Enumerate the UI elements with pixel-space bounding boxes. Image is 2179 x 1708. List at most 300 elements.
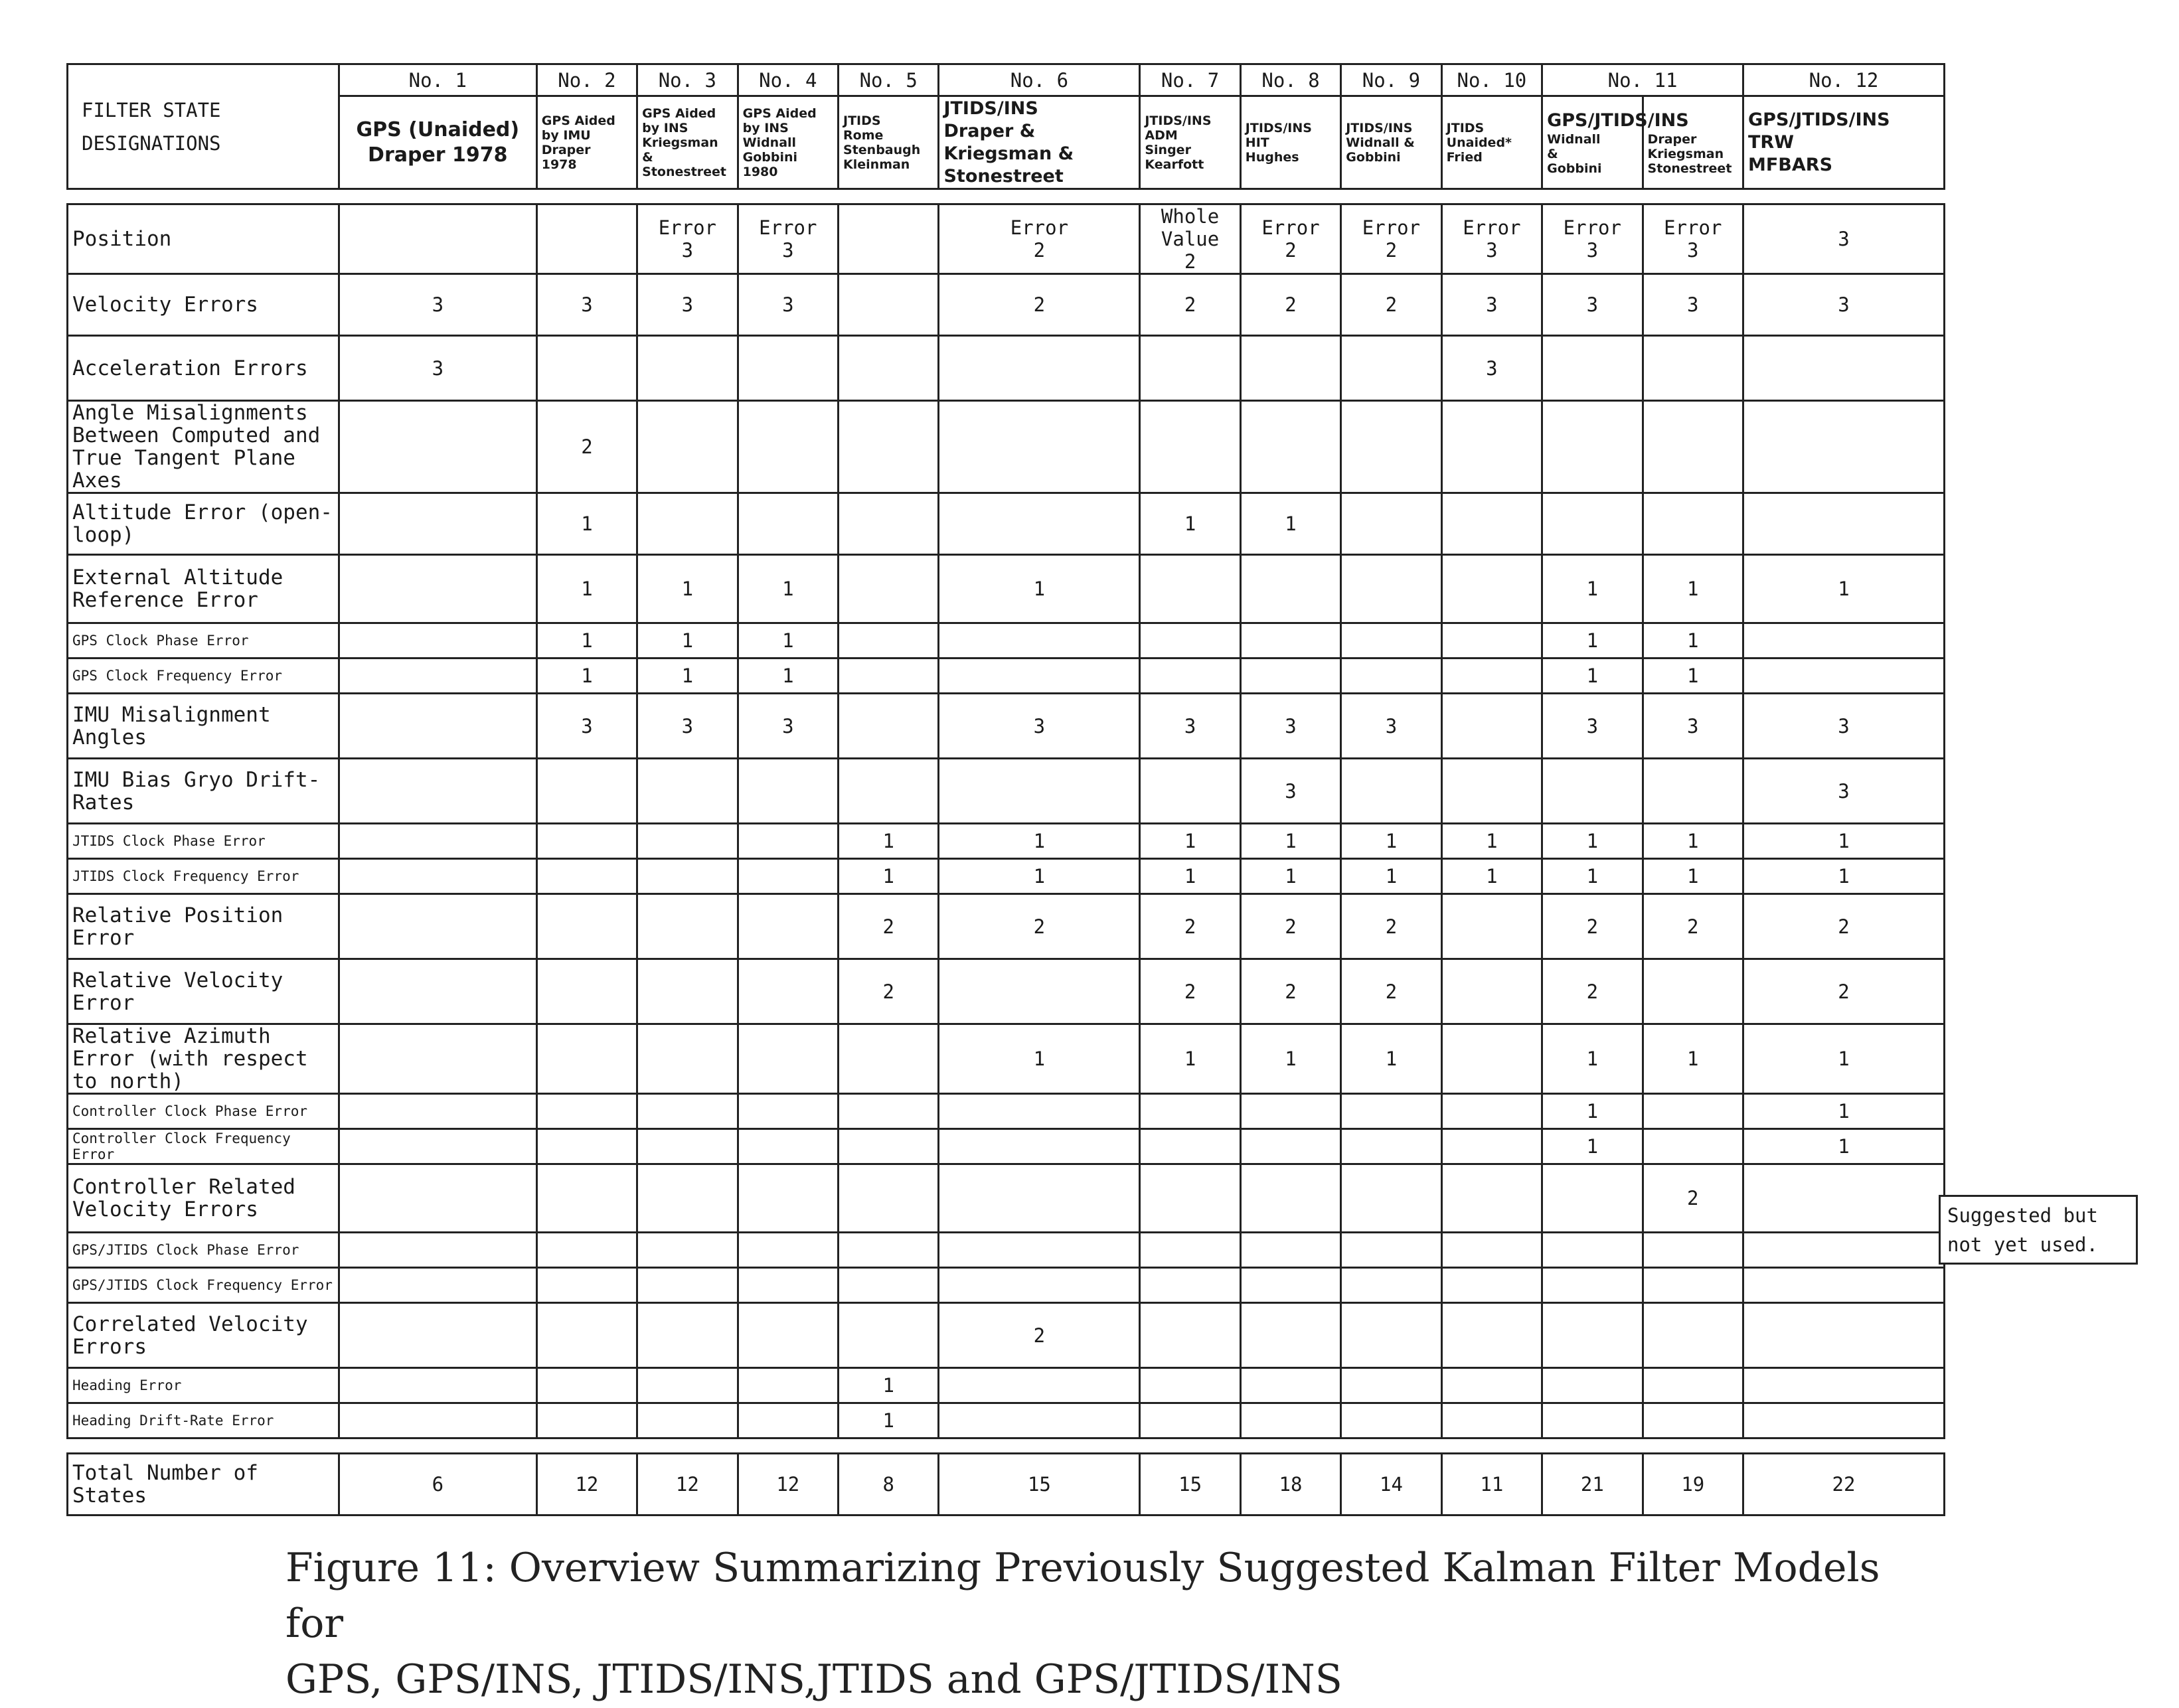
state-label: IMU Misalignment Angles <box>68 694 339 759</box>
total-label: Total Number of States <box>68 1454 339 1515</box>
state-value-kind: Error <box>1010 216 1069 239</box>
header-row-numbers <box>68 64 1945 96</box>
state-value: 1 <box>1140 824 1240 859</box>
state-value <box>1341 1233 1441 1268</box>
state-value <box>536 336 637 401</box>
state-value <box>839 1129 939 1164</box>
column-description-line: by IMU <box>541 127 591 143</box>
state-value <box>839 336 939 401</box>
state-value: 1 <box>1743 859 1945 894</box>
state-row <box>68 894 1945 959</box>
state-value: 1 <box>839 1368 939 1403</box>
state-value <box>1441 959 1542 1024</box>
state-value <box>536 1368 637 1403</box>
state-value: 2 <box>1341 274 1441 336</box>
column-description-line: JTIDS/INS <box>943 98 1038 119</box>
state-value <box>339 824 536 859</box>
state-value <box>1140 1403 1240 1438</box>
state-value-count: 3 <box>1687 239 1699 262</box>
state-value <box>1441 659 1542 694</box>
state-value <box>339 1368 536 1403</box>
state-label: JTIDS Clock Phase Error <box>68 824 339 859</box>
state-value: 1 <box>1240 1024 1340 1094</box>
state-value <box>1240 1368 1340 1403</box>
state-value <box>1341 1403 1441 1438</box>
state-value: 3 <box>1643 694 1743 759</box>
column-description-line: Draper <box>1647 131 1697 147</box>
column-number: No. 6 <box>939 64 1140 96</box>
state-value <box>1743 493 1945 555</box>
state-value <box>839 759 939 824</box>
state-value: 1 <box>1542 623 1643 659</box>
state-row <box>68 204 1945 274</box>
state-value-count: 2 <box>1385 239 1398 262</box>
state-value: 3 <box>939 694 1140 759</box>
state-value <box>939 1368 1140 1403</box>
state-value: 2 <box>1140 274 1240 336</box>
column-description-line: JTIDS/INS <box>1145 113 1212 128</box>
column-description-line: GPS Aided <box>642 106 716 121</box>
state-row <box>68 659 1945 694</box>
state-value: 3 <box>1341 694 1441 759</box>
state-value <box>939 1268 1140 1303</box>
state-value-kind: Error <box>1261 216 1320 239</box>
state-value: 1 <box>1542 859 1643 894</box>
state-value <box>738 1129 838 1164</box>
state-value <box>637 1403 738 1438</box>
state-value <box>939 204 1140 274</box>
state-row <box>68 759 1945 824</box>
state-value: 1 <box>1441 824 1542 859</box>
state-value: 1 <box>939 824 1140 859</box>
state-value <box>1542 204 1643 274</box>
total-value: 19 <box>1643 1454 1743 1515</box>
state-value <box>1341 1129 1441 1164</box>
caption-line-2: GPS, GPS/INS, JTIDS/INS,JTIDS and GPS/JTIDS/INS <box>285 1656 1342 1703</box>
column-description <box>1341 96 1441 189</box>
state-value <box>637 759 738 824</box>
column-description-line: ADM <box>1145 127 1178 143</box>
figure-caption <box>285 1540 1945 1707</box>
total-value: 18 <box>1240 1454 1340 1515</box>
state-value: 1 <box>637 555 738 623</box>
column-description-line: Stonestreet <box>1647 161 1732 176</box>
state-value <box>839 274 939 336</box>
state-value: 3 <box>1441 274 1542 336</box>
state-value <box>1140 336 1240 401</box>
state-label: External Altitude Reference Error <box>68 555 339 623</box>
column-description <box>738 96 838 189</box>
state-value <box>339 204 536 274</box>
state-value <box>1240 401 1340 493</box>
state-value: 1 <box>1140 493 1240 555</box>
state-value <box>1341 1303 1441 1368</box>
state-value <box>738 1403 838 1438</box>
column-number: No. 1 <box>339 64 536 96</box>
column-number: No. 4 <box>738 64 838 96</box>
state-value <box>637 1268 738 1303</box>
state-value <box>637 1164 738 1233</box>
state-value <box>339 401 536 493</box>
state-value <box>839 1024 939 1094</box>
column-description <box>536 96 637 189</box>
state-value: 2 <box>1140 959 1240 1024</box>
state-value <box>1240 623 1340 659</box>
state-value: 1 <box>1643 824 1743 859</box>
state-row <box>68 1233 1945 1268</box>
total-value: 12 <box>738 1454 838 1515</box>
state-label: GPS/JTIDS Clock Frequency Error <box>68 1268 339 1303</box>
state-value <box>637 493 738 555</box>
state-value: 2 <box>1341 894 1441 959</box>
state-value <box>1240 1268 1340 1303</box>
state-value <box>738 1024 838 1094</box>
state-value <box>939 1164 1140 1233</box>
state-row <box>68 1024 1945 1094</box>
state-value <box>1542 1303 1643 1368</box>
column-description-line: by INS <box>642 120 688 135</box>
total-value: 6 <box>339 1454 536 1515</box>
state-value: 2 <box>1542 959 1643 1024</box>
state-value <box>1341 759 1441 824</box>
state-value <box>1643 1303 1743 1368</box>
state-value <box>637 1024 738 1094</box>
state-value <box>637 894 738 959</box>
state-value: 3 <box>738 274 838 336</box>
column-description-line: Hughes <box>1245 149 1299 165</box>
column-description-line: 1978 <box>541 157 577 172</box>
state-value: 1 <box>1542 1024 1643 1094</box>
column-description-line: Unaided* <box>1446 135 1512 150</box>
state-value: 3 <box>1643 274 1743 336</box>
state-value: 1 <box>536 659 637 694</box>
column-description-line: Kleinman <box>843 157 910 172</box>
state-label: Controller Clock Phase Error <box>68 1094 339 1129</box>
state-value <box>1643 401 1743 493</box>
state-value <box>1441 1164 1542 1233</box>
state-label: GPS Clock Frequency Error <box>68 659 339 694</box>
state-value <box>738 1268 838 1303</box>
state-value <box>339 1303 536 1368</box>
column-description-line: 1980 <box>742 164 778 179</box>
state-value <box>1643 1268 1743 1303</box>
state-value <box>839 694 939 759</box>
state-value <box>738 759 838 824</box>
caption-line-1: Figure 11: Overview Summarizing Previously Suggested Kalman Filter Models for <box>285 1545 1880 1647</box>
column-description-line: Stenbaugh <box>843 142 921 157</box>
column-number: No. 12 <box>1743 64 1945 96</box>
state-value <box>536 1094 637 1129</box>
state-value <box>1441 1129 1542 1164</box>
state-value <box>839 1268 939 1303</box>
state-value-kind: Error <box>1463 216 1521 239</box>
state-value <box>1542 759 1643 824</box>
state-value: 1 <box>536 493 637 555</box>
state-label: GPS Clock Phase Error <box>68 623 339 659</box>
state-value <box>939 623 1140 659</box>
state-value: 1 <box>839 1403 939 1438</box>
state-row <box>68 1368 1945 1403</box>
filter-state-table <box>66 63 1945 1516</box>
state-value: 1 <box>1240 493 1340 555</box>
state-label: Relative Velocity Error <box>68 959 339 1024</box>
state-value <box>839 1303 939 1368</box>
column-description <box>1140 96 1240 189</box>
column-description-line: GPS Aided <box>742 106 817 121</box>
column-description <box>839 96 939 189</box>
total-value: 21 <box>1542 1454 1643 1515</box>
state-label: Angle Misalignments Between Computed and True Tangent Plane Axes <box>68 401 339 493</box>
state-value <box>1643 336 1743 401</box>
state-value: 1 <box>1140 859 1240 894</box>
state-value: 3 <box>1743 204 1945 274</box>
state-label: Acceleration Errors <box>68 336 339 401</box>
state-value <box>1341 336 1441 401</box>
state-value: 2 <box>1743 894 1945 959</box>
corner-label-line: DESIGNATIONS <box>82 131 221 155</box>
state-row <box>68 401 1945 493</box>
state-value <box>839 1233 939 1268</box>
state-value: 1 <box>939 859 1140 894</box>
state-value <box>1240 204 1340 274</box>
column-description-line: MFBARS <box>1748 154 1833 175</box>
state-value: 1 <box>536 555 637 623</box>
total-value: 22 <box>1743 1454 1945 1515</box>
state-value <box>339 555 536 623</box>
state-value <box>1341 204 1441 274</box>
state-value <box>1743 336 1945 401</box>
state-value: 1 <box>839 859 939 894</box>
state-value <box>839 1164 939 1233</box>
column-description-line: by INS <box>742 120 789 135</box>
state-value: 3 <box>1240 694 1340 759</box>
state-value <box>1341 1094 1441 1129</box>
state-value: 3 <box>339 336 536 401</box>
state-value <box>1240 1129 1340 1164</box>
state-label: Altitude Error (open-loop) <box>68 493 339 555</box>
state-value: 1 <box>839 824 939 859</box>
state-value <box>1341 659 1441 694</box>
column-description-line: HIT <box>1245 135 1269 150</box>
state-value <box>536 1403 637 1438</box>
column-number: No. 7 <box>1140 64 1240 96</box>
total-value: 14 <box>1341 1454 1441 1515</box>
state-value <box>839 401 939 493</box>
state-label: Relative Position Error <box>68 894 339 959</box>
state-value: 3 <box>1743 759 1945 824</box>
state-value <box>536 1233 637 1268</box>
state-value <box>1140 1164 1240 1233</box>
state-value <box>1643 959 1743 1024</box>
state-value: 3 <box>1542 274 1643 336</box>
state-row <box>68 694 1945 759</box>
state-value: 3 <box>738 694 838 759</box>
state-value <box>536 1164 637 1233</box>
filter-state-table-container <box>66 63 1945 1508</box>
state-value: 2 <box>1140 894 1240 959</box>
state-value-count: 2 <box>1285 239 1297 262</box>
state-value <box>939 401 1140 493</box>
state-value <box>1140 659 1240 694</box>
state-value <box>1643 1129 1743 1164</box>
state-value <box>839 659 939 694</box>
state-value <box>1441 1268 1542 1303</box>
column-number: No. 5 <box>839 64 939 96</box>
state-value <box>637 204 738 274</box>
state-value <box>1743 1233 1945 1268</box>
state-value: 1 <box>939 555 1140 623</box>
state-value <box>1441 493 1542 555</box>
state-value <box>536 204 637 274</box>
filter-state-designations-label <box>68 64 339 189</box>
state-value: 3 <box>536 274 637 336</box>
state-value <box>339 1164 536 1233</box>
state-label: Relative Azimuth Error (with respect to north) <box>68 1024 339 1094</box>
state-value: 1 <box>1643 555 1743 623</box>
state-value <box>1341 1268 1441 1303</box>
column-description-line: Rome <box>843 127 884 143</box>
total-row <box>68 1454 1945 1515</box>
state-value: 1 <box>1341 824 1441 859</box>
column-description-line: Gobbini <box>1346 149 1401 165</box>
state-value <box>1441 1303 1542 1368</box>
column-group-title: GPS/JTIDS/INS <box>1547 110 1689 131</box>
state-value <box>939 493 1140 555</box>
column-description-line: JTIDS <box>1446 120 1485 135</box>
state-value: 1 <box>637 623 738 659</box>
header-row-descriptions <box>68 96 1945 189</box>
state-value: 1 <box>1743 824 1945 859</box>
state-value <box>939 1094 1140 1129</box>
state-value <box>637 1094 738 1129</box>
state-value <box>839 623 939 659</box>
state-value: 1 <box>1240 859 1340 894</box>
state-value <box>1542 336 1643 401</box>
state-value <box>1140 1129 1240 1164</box>
state-value <box>1140 555 1240 623</box>
state-value: 1 <box>1743 1024 1945 1094</box>
state-value <box>339 959 536 1024</box>
state-value <box>1643 1094 1743 1129</box>
state-value: 1 <box>1643 659 1743 694</box>
state-value: 3 <box>536 694 637 759</box>
state-value-kind: Error <box>658 216 717 239</box>
state-value: 3 <box>1140 694 1240 759</box>
state-value <box>339 1129 536 1164</box>
separator-cell <box>68 1438 1945 1454</box>
state-value <box>738 1094 838 1129</box>
state-value <box>738 859 838 894</box>
column-description-line: JTIDS <box>843 113 881 128</box>
state-value: 1 <box>1643 859 1743 894</box>
column-description <box>939 96 1140 189</box>
column-description-line: TRW <box>1748 131 1794 153</box>
state-value <box>1441 694 1542 759</box>
state-value <box>1341 1368 1441 1403</box>
total-value: 8 <box>839 1454 939 1515</box>
total-value: 12 <box>536 1454 637 1515</box>
column-description-line: Draper <box>541 142 591 157</box>
state-value-kind: Whole Value <box>1161 205 1220 250</box>
state-value <box>339 493 536 555</box>
state-value: 3 <box>1743 694 1945 759</box>
state-value <box>339 1024 536 1094</box>
column-description-line: Widnall <box>742 135 797 150</box>
column-description-line: Widnall <box>1547 131 1601 147</box>
state-value <box>1643 204 1743 274</box>
state-value <box>738 336 838 401</box>
state-value <box>1743 1164 1945 1233</box>
state-value <box>1140 1094 1240 1129</box>
state-value: 3 <box>339 274 536 336</box>
state-row <box>68 959 1945 1024</box>
state-value <box>738 401 838 493</box>
state-label: Heading Error <box>68 1368 339 1403</box>
state-value <box>1441 1403 1542 1438</box>
state-value: 1 <box>1743 555 1945 623</box>
corner-label-line: FILTER STATE <box>82 98 221 121</box>
state-value <box>1643 1368 1743 1403</box>
column-number: No. 8 <box>1240 64 1340 96</box>
state-value: 2 <box>1240 959 1340 1024</box>
state-row <box>68 623 1945 659</box>
state-value <box>1542 1403 1643 1438</box>
state-value <box>637 859 738 894</box>
state-value <box>637 1129 738 1164</box>
state-value: 1 <box>1643 1024 1743 1094</box>
state-value <box>1743 1368 1945 1403</box>
column-description-line: Draper 1978 <box>368 143 508 167</box>
column-description <box>1441 96 1542 189</box>
state-row <box>68 824 1945 859</box>
state-value <box>339 894 536 959</box>
state-value: 2 <box>1542 894 1643 959</box>
state-value <box>1743 1268 1945 1303</box>
state-value <box>536 1303 637 1368</box>
state-value <box>339 1268 536 1303</box>
state-value: 1 <box>1341 1024 1441 1094</box>
state-label: Position <box>68 204 339 274</box>
state-value <box>1140 623 1240 659</box>
state-value <box>339 859 536 894</box>
state-value <box>339 759 536 824</box>
state-value <box>637 959 738 1024</box>
state-value <box>1743 1303 1945 1368</box>
state-value <box>1140 401 1240 493</box>
state-value <box>637 1368 738 1403</box>
state-row <box>68 555 1945 623</box>
state-value <box>1542 1164 1643 1233</box>
total-value: 15 <box>1140 1454 1240 1515</box>
column-description-line: Kriegsman & <box>943 143 1074 164</box>
state-value: 2 <box>1240 894 1340 959</box>
state-value: 1 <box>738 555 838 623</box>
column-description <box>1743 96 1945 189</box>
state-value: 1 <box>1743 1129 1945 1164</box>
state-value <box>839 493 939 555</box>
state-value: 1 <box>1542 824 1643 859</box>
state-value <box>637 336 738 401</box>
state-value-kind: Error <box>1362 216 1421 239</box>
state-value <box>1341 555 1441 623</box>
state-value-count: 3 <box>681 239 694 262</box>
state-value <box>939 959 1140 1024</box>
column-description-line: JTIDS/INS <box>1245 120 1312 135</box>
state-value <box>1140 1368 1240 1403</box>
column-description-line: GPS/JTIDS/INS <box>1748 109 1890 130</box>
state-value <box>738 1164 838 1233</box>
column-description <box>637 96 738 189</box>
